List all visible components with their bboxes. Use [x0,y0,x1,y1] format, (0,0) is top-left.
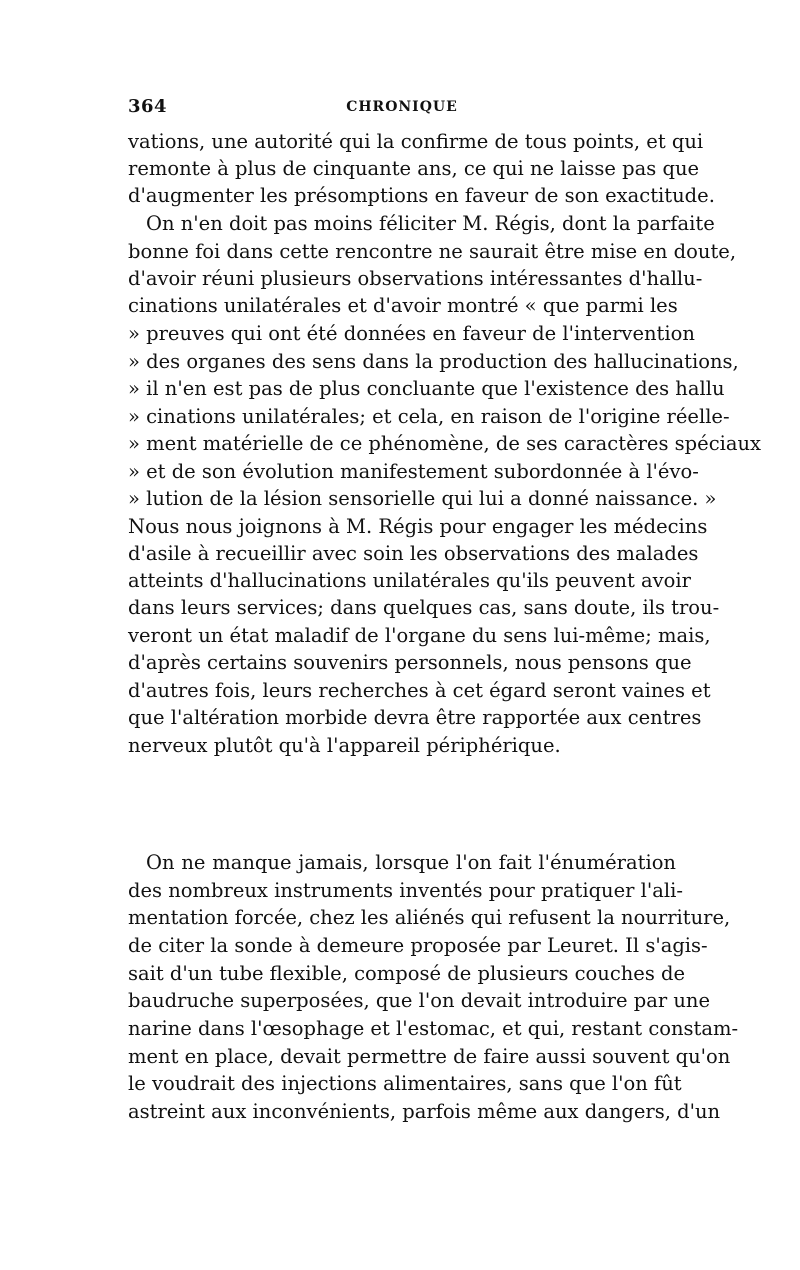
text-line: Nous nous joignons à M. Régis pour engager les médecins [128,515,708,538]
text-line: ment en place, devait permettre de faire aussi souvent qu'on [128,1045,731,1068]
text-line: dans leurs services; dans quelques cas, sans doute, ils trou- [128,596,720,619]
text-line: » cinations unilatérales; et cela, en raison de l'origine réelle- [128,405,730,428]
text-line: d'asile à recueillir avec soin les observations des malades [128,542,699,565]
page-header [128,96,676,124]
text-line: des nombreux instruments inventés pour pratiquer l'ali- [128,879,683,902]
running-head: CHRONIQUE [346,99,458,115]
text-line: » preuves qui ont été données en faveur de l'intervention [128,322,695,345]
text-line: astreint aux inconvénients, parfois même aux dangers, d'un [128,1100,721,1123]
text-line: » et de son évolution manifestement subordonnée à l'évo- [128,460,699,483]
text-line: de citer la sonde à demeure proposée par Leuret. Il s'agis- [128,934,708,957]
text-line: mentation forcée, chez les aliénés qui refusent la nourriture, [128,906,731,929]
text-line: atteints d'hallucinations unilatérales qu'ils peuvent avoir [128,569,691,592]
text-line: d'avoir réuni plusieurs observations intéressantes d'hallu- [128,267,703,290]
text-line: d'autres fois, leurs recherches à cet égard seront vaines et [128,679,711,702]
text-line: On n'en doit pas moins féliciter M. Régis, dont la parfaite [146,212,715,235]
text-line: que l'altération morbide devra être rapportée aux centres [128,706,702,729]
text-line: vations, une autorité qui la confirme de tous points, et qui [128,130,704,153]
text-line: le voudrait des injections alimentaires, sans que l'on fût [128,1072,682,1095]
text-line: » ment matérielle de ce phénomène, de ses caractères spéciaux [128,432,762,455]
text-line: cinations unilatérales et d'avoir montré « que parmi les [128,294,678,317]
text-line: d'après certains souvenirs personnels, nous pensons que [128,651,692,674]
text-line: » il n'en est pas de plus concluante que l'existence des hallu [128,377,725,400]
text-line: sait d'un tube flexible, composé de plusieurs couches de [128,962,686,985]
text-line: On ne manque jamais, lorsque l'on fait l'énumération [146,851,676,874]
text-line: baudruche superposées, que l'on devait introduire par une [128,989,711,1012]
text-line: veront un état maladif de l'organe du sens lui-même; mais, [128,624,711,647]
page-number: 364 [128,96,168,117]
text-line: nerveux plutôt qu'à l'appareil périphérique. [128,734,561,757]
text-line: » des organes des sens dans la production des hallucinations, [128,350,739,373]
text-line: d'augmenter les présomptions en faveur de son exactitude. [128,184,715,207]
text-line: remonte à plus de cinquante ans, ce qui ne laisse pas que [128,157,700,180]
text-line: narine dans l'œsophage et l'estomac, et qui, restant constam- [128,1017,739,1040]
text-line: bonne foi dans cette rencontre ne saurait être mise en doute, [128,240,737,263]
text-line: » lution de la lésion sensorielle qui lui a donné naissance. » [128,487,717,510]
